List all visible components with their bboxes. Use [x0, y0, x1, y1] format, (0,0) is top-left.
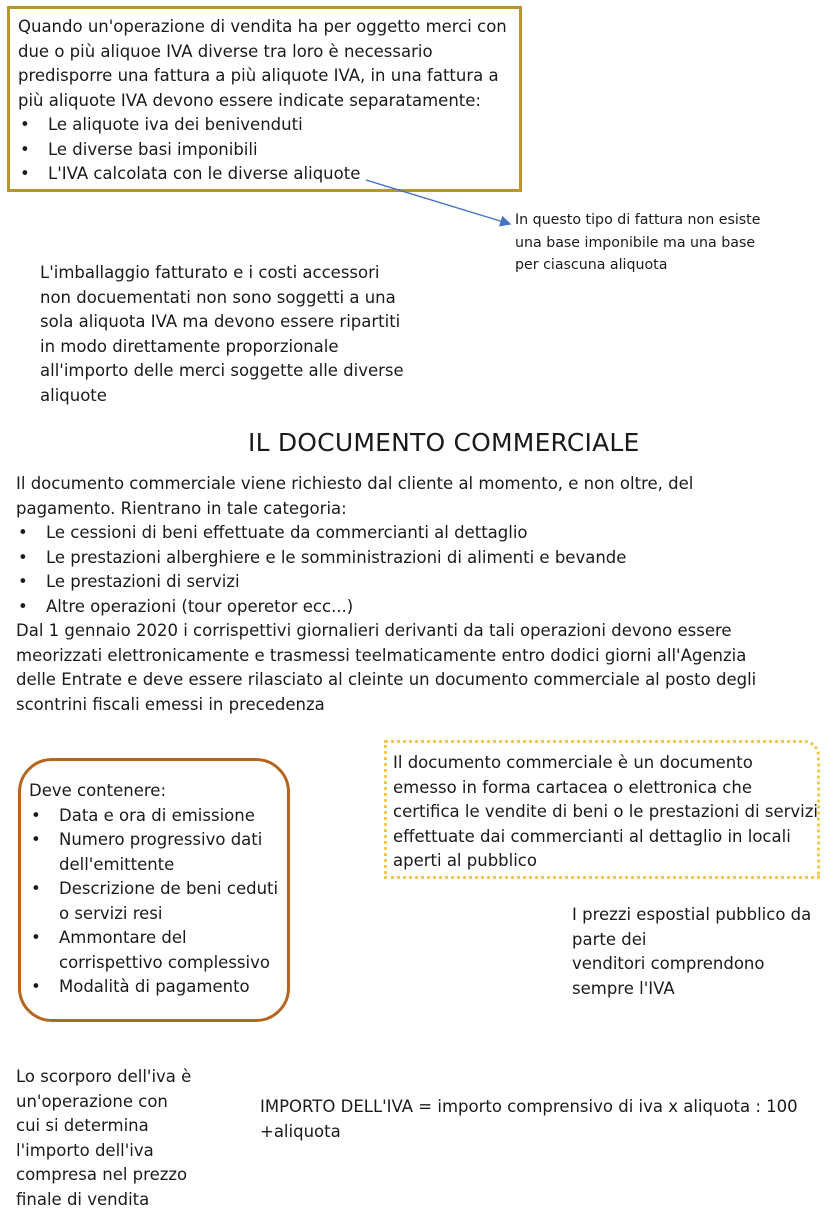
- definition-box: [384, 740, 820, 879]
- prices-note: [572, 903, 811, 1001]
- arrow-note: [515, 209, 760, 277]
- box-line: Il documento commerciale è un documento: [393, 753, 753, 772]
- note-line: una base imponibile ma una base: [515, 234, 756, 251]
- box-line: due o più aliquoe IVA diverse tra loro è necessario: [18, 41, 433, 61]
- required-contents-box: [18, 758, 290, 1022]
- category-bullet-list: [16, 521, 756, 619]
- paragraph-line: non docuementati non sono soggetti a una: [40, 287, 396, 307]
- paragraph-line: Il documento commerciale viene richiesto dal cliente al momento, e non oltre, del: [16, 474, 694, 493]
- list-item: • Le diverse basi imponibili: [18, 138, 519, 163]
- box-line: Quando un'operazione di vendita ha per oggetto merci con: [18, 17, 507, 36]
- box-line: effettuate dai commercianti al dettaglio in locali: [393, 826, 791, 846]
- list-item-line: • Data e ora di emissione: [59, 805, 255, 825]
- contents-bullet-list: [29, 804, 287, 1000]
- box-line: certifica le vendite di beni o le prestazioni di servizi: [393, 802, 818, 821]
- paragraph-line: all'importo delle merci soggette alle diverse: [40, 361, 404, 380]
- list-item: [29, 828, 287, 877]
- list-item: • Le prestazioni di servizi: [16, 570, 756, 595]
- note-line: I prezzi espostial pubblico da: [572, 905, 812, 924]
- list-item: [29, 804, 287, 829]
- multi-rate-invoice-box: [7, 6, 522, 192]
- list-item: • L'IVA calcolata con le diverse aliquote: [18, 162, 519, 187]
- list-item: [29, 877, 287, 926]
- list-item: • Le aliquote iva dei benivenduti: [18, 113, 519, 138]
- paragraph-line: in modo direttamente proporzionale: [40, 336, 339, 356]
- vat-extraction-note: [16, 1065, 191, 1212]
- paragraph-line: meorizzati elettronicamente e trasmessi teelmaticamente entro dodici giorni all'Agenzia: [16, 645, 747, 665]
- paragraph-line: delle Entrate e deve essere rilasciato al cleinte un documento commerciale al posto degli: [16, 670, 757, 689]
- list-item: [29, 975, 287, 1000]
- note-line: compresa nel prezzo: [16, 1165, 188, 1184]
- formula-line: +aliquota: [260, 1121, 341, 1141]
- paragraph-line: Dal 1 gennaio 2020 i corrispettivi giornalieri derivanti da tali operazioni devono essere: [16, 621, 732, 640]
- paragraph-line: pagamento. Rientrano in tale categoria:: [16, 498, 347, 518]
- paragraph-line: scontrini fiscali emessi in precedenza: [16, 694, 325, 714]
- note-line: per ciascuna aliquota: [515, 257, 668, 273]
- note-line: venditori comprendono: [572, 954, 765, 973]
- list-item-line: • Modalità di pagamento: [59, 977, 250, 996]
- box-line: aperti al pubblico: [393, 851, 537, 870]
- note-line: cui si determina: [16, 1116, 149, 1135]
- list-item-line: o servizi resi: [59, 903, 163, 923]
- list-item: • Le prestazioni alberghiere e le somministrazioni di alimenti e bevande: [16, 546, 756, 571]
- box-heading: Deve contenere:: [29, 781, 167, 800]
- invoice-bullet-list: [18, 113, 519, 187]
- paragraph-line: sola aliquota IVA ma devono essere ripartiti: [40, 312, 401, 331]
- box-line: emesso in forma cartacea o elettronica che: [393, 777, 752, 797]
- list-item-line: • Numero progressivo dati: [59, 830, 263, 849]
- list-item-line: corrispettivo complessivo: [59, 952, 270, 972]
- box-line: predisporre una fattura a più aliquote IVA, in una fattura a: [18, 66, 499, 85]
- commercial-document-paragraph: [16, 472, 756, 717]
- note-line: parte dei: [572, 929, 647, 949]
- list-item-line: • Ammontare del: [59, 928, 187, 947]
- paragraph-line: aliquote: [40, 385, 107, 405]
- section-title: IL DOCUMENTO COMMERCIALE: [248, 428, 640, 457]
- list-item: • Altre operazioni (tour operetor ecc...): [16, 595, 756, 620]
- note-line: finale di vendita: [16, 1189, 150, 1209]
- list-item: [29, 926, 287, 975]
- list-item: • Le cessioni di beni effettuate da commercianti al dettaglio: [16, 521, 756, 546]
- note-line: l'importo dell'iva: [16, 1140, 154, 1160]
- formula-line: IMPORTO DELL'IVA = importo comprensivo di iva x aliquota : 100: [260, 1097, 798, 1116]
- note-line: In questo tipo di fattura non esiste: [515, 212, 761, 228]
- note-line: sempre l'IVA: [572, 978, 675, 998]
- note-line: un'operazione con: [16, 1091, 168, 1111]
- note-line: Lo scorporo dell'iva è: [16, 1067, 192, 1086]
- list-item-line: dell'emittente: [59, 854, 175, 874]
- packaging-paragraph: [40, 261, 404, 408]
- list-item-line: • Descrizione de beni ceduti: [59, 879, 279, 898]
- box-line: più aliquote IVA devono essere indicate separatamente:: [18, 90, 481, 110]
- vat-formula: [260, 1095, 798, 1144]
- paragraph-line: L'imballaggio fatturato e i costi accessori: [40, 263, 380, 282]
